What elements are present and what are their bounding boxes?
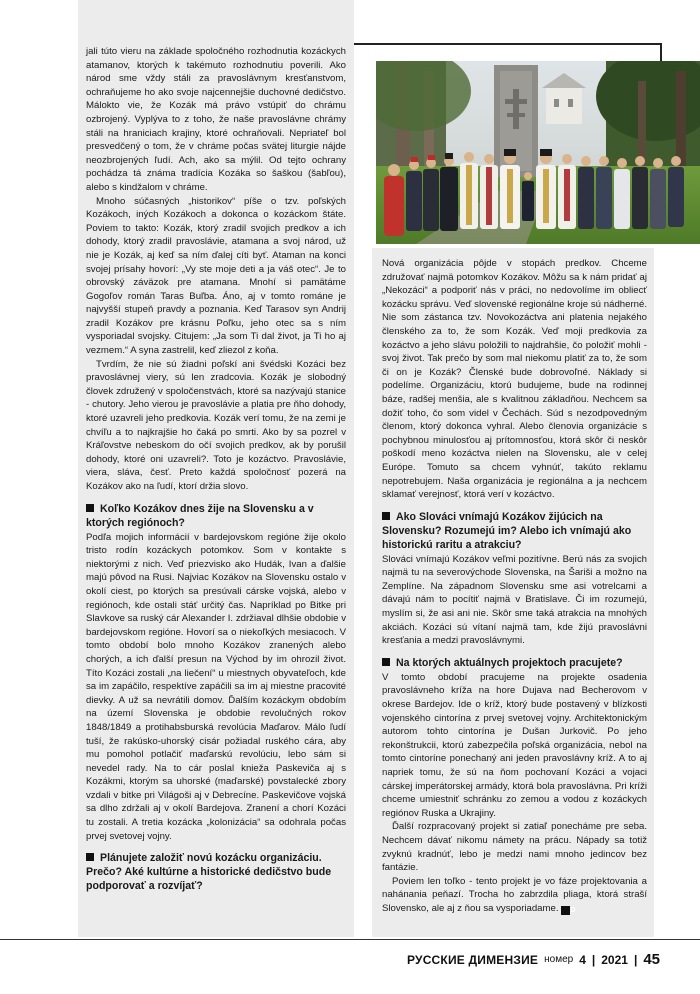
paragraph: Tvrdím, že nie sú žiadni poľskí ani švédski Kozáci bez pravoslávnej viery, sú len zradcovia. Kozák je slobodný človek združený v spoločenstvách, ktoré sa nazývajú stanice - chutory. Jeho vierou je pravoslávie a platia pre ňho dohody, ktoré uzavreli jeho predkovia. Kozák verí tomu, že na zemi je chvíľu a to najkrajšie ho čaká po smrti. Ako by sa pozrel v Kráľovstve nebeskom do očí svojich predkov, ak by porušil dohody, ktoré oni uzavreli?. Toto je kozáctvo. Pravoslávie, viera, sláva, česť. Preto každá spoločnosť pozerá na Kozákov ako na ľudí, ktorí držia slovo.: [86, 358, 346, 492]
answer-paragraph: Nová organizácia pôjde v stopách predkov. Chceme združovať najmä potomkov Kozákov. Môžu sa k nám pridať aj „Nekozáci“ a podporiť nás v práci, no nedovolíme im obliecť kozácku správu. Veď slovenské regionálne kroje sú nádherné. Nie som zástanca tzv. Novokozáctva ani platenia nejakého členského za to, že som Kozák. Veď moji predkovia za kozáctvo a jeho slávu položili to najdrahšie, čo položiť mohli - svoj život. Tak prečo by som mal niekomu platiť za to, že som či on je Kozák? Členské bude dobrovoľné. Náklady si podelíme. Organizáciu, ktorú budujeme, bude na rodinnej báze, radšej menšia, ale s kvalitnou základňou. Nechcem sa dožiť toho, čo som videl v Čechách. Súd s nezodpovedným členom, ktorý dokonca vyhral. Alebo členovia organizácie s pochybnou minulosťou aj prítomnosťou, ktorá skôr či neskôr poškodí meno kozáctva nielen na Slovensku, ale v celej Európe. Tomuto sa chcem vyhnúť, takúto reklamu nepotrebujem. Naša organizácia je regionálna a ja nechcem sklamať verejnosť, ktorá verí v kozáctvo.: [382, 258, 647, 501]
magazine-title: РУССКИЕ ДИМЕНЗИЕ: [406, 953, 539, 967]
square-bullet-icon: [382, 512, 390, 520]
paragraph: Mnoho súčasných „historikov“ píše o tzv. poľských Kozákoch, iných Kozákoch a dokonca o kozáckom štáte. Poviem to takto: Kozák, ktorý zradil svojich predkov a ich dohody, ktorý zradil pravoslávie, atamana a svoj národ, už nie je Kozák, aj keď sa ním ďalej cíti byť. Ataman na konci svojej prísahy hovorí: „Vy ste moje deti a ja váš otec“. Je to obrovský záväzok pre atamana. Mnohí si pamätáme Gogoľov román Taras Buľba. Áno, aj v tomto románe je najvyšší stupeň pravdy a poznania. Keď Tarasov syn Andrij zradil Kozákov pre krásnu Poľku, jeho otec sa s ním vysporiadal svojsky. Citujem: „Ja som Ti dal život, ja Ti ho aj vezmem.“ A syna zastrelil, keď zliezol z koňa.: [86, 195, 346, 357]
square-bullet-icon: [86, 504, 94, 512]
answer-paragraph: V tomto období pracujeme na projekte osadenia pravoslávneho kríža na hore Dujava nad Becherovom v okrese Bardejov. Ide o kríž, ktorý bude postavený v blízkosti vojenského cintorína z prvej svetovej vojny. Architektonickým autorom tohto cintorína je Dušan Jurkovič. Po jeho rekonštrukcii, ktorú zabezpečila poľská organizácia, nebol na tomto cintoríne ponechaný ani jeden pravoslávny kríž. A to aj napriek tomu, že sú na ňom pochovaní Kozáci a vojaci cárskej imperátorskej armády, ktorá bola pravoslávna. Pri kríži chceme umiestniť schránku zo zemou a vodou z kozáckych regiónov Ruska a Ukrajiny.: [382, 671, 647, 819]
question-heading: Plánujete založiť novú kozácku organizáciu. Prečo? Aké kultúrne a historické dedičstvo bude podporovať a rozvíjať?: [86, 852, 332, 893]
square-bullet-icon: [86, 853, 94, 861]
issue-year: 2021: [601, 953, 628, 967]
frame-top-line: [354, 43, 662, 45]
answer-paragraph: Slováci vnímajú Kozákov veľmi pozitívne. Berú nás za svojich najmä tu na severovýchode Slovenska, na Šariši a možno na Zemplíne. Na západnom Slovensku sme asi votrelcami a dávajú nám to pocítiť najmä v Bratislave. Či im rozumejú, myslím si, že asi ani nie. Skôr sme taká atrakcia na mnohých akciách. Kozáci sú vítaní najmä tam, kde žijú pravoslávni kresťania a medzi pravoslávnymi.: [382, 553, 647, 647]
footer-separator: |: [633, 953, 638, 967]
question-heading: Ako Slováci vnímajú Kozákov žijúcich na Slovensku? Rozumejú im? Alebo ich vnímajú ako historickú raritu a atrakciu?: [382, 510, 632, 551]
answer-paragraph: Podľa mojich informácií v bardejovskom regióne žije okolo tristo rodín kozáckych potomkov. Som v kontakte s niektorými z nich. Veď priezvisko ako Hudák, Ivan a ďalšie majú pôvod na Rusi. Najviac Kozákov na Slovensku ostalo v okolí ciest, po ktorých sa presúvali cárske vojská, alebo v regiónoch, kde ostali stáť určitý čas. Napríklad po Bitke pri Slavkove sa ruský cár Alexander I. zdržiaval dlhšie obdobie v bardejovskom regióne. Hovorí sa o niekoľkých mesiacoch. V tomto období bolo mnoho Kozákov zranených alebo chorých, a ich ďalší presun na Východ by im ohrozil život. Títo Kozáci zostali „na liečení“ u miestnych obyvateľoch, kde sa im zapáčilo, respektíve zapáčili sa im aj miestne pracovité dievky. A už sa nevrátili domov. Ďalším kozáckym obdobím na území Slovenska je obdobie revolučných rokov 1848/1849 a protihabsburská revolúcia Maďarov. Málo ľudí tuší, že rakúsko-uhorský cisár požiadal ruského cára, aby mu pomohol potlačiť maďarskú revolúciu, lebo sám si nevedel rady. Na to cár poslal knieža Paskeviča aj s Kozákmi, ktorým sa uhorské (maďarské) povstalecké zbory vzdali v bitke pri Világoši aj v Debrecíne. Paskevičove vojská sa dlho zdržali aj v okolí Bardejova. Zranení a chorí Kozáci tu zostali. A tretia kozácka „kolonizácia“ sa odohrala počas prvej svetovej vojny.: [86, 531, 346, 842]
page-footer: [407, 950, 660, 970]
page-number: 45: [643, 951, 660, 968]
footer-rule: [0, 939, 700, 940]
issue-label: номер: [544, 954, 574, 965]
end-mark-icon: D: [561, 906, 570, 915]
right-text-column: [382, 257, 647, 916]
left-text-column: [86, 45, 346, 894]
square-bullet-icon: [382, 658, 390, 666]
paragraph: jali túto vieru na základe spoločného rozhodnutia kozáckych atamanov, ktorých k takémuto rozhodnutiu poverili. Ako národ sme vždy stáli za pravoslávnym kresťanstvom, ochraňujeme ho ako svoje najcennejšie duchovné dedičstvo. Málokto vie, že Kozák má právo vstúpiť do chrámu ozbrojený. Vyplýva to z toho, že naše pravoslávne chrámy stáli na hraniciach krajiny, ktoré ochraňovali. Nepriateľ bol presvedčený o tom, že v chráme počas svätej liturgie nájde neozbrojených ľudí. Ach, ako sa mýlil. Od tejto ochrany pochádza tá známa tradícia Kozáka so šaškou (šabľou), alebo s kindžalom v chráme.: [86, 46, 346, 193]
question-heading: Na ktorých aktuálnych projektoch pracujete?: [382, 656, 647, 670]
paragraph: Poviem len toľko - tento projekt je vo fáze projektovania a nahánania peňazí. Trocha ho zabrzdila pliaga, ktorá straší Slovensko, ale aj z ňou sa vysporiadame. D: [382, 875, 647, 914]
issue-number: 4: [579, 953, 586, 967]
group-photo: [376, 61, 700, 244]
paragraph: Ďalší rozpracovaný projekt si zatiaľ ponecháme pre seba. Nechcem dávať nikomu námety na prácu. Nápady sa totiž zvyknú kradnúť, lebo je medzi nami mnoho jedincov bez fantázie.: [382, 821, 647, 874]
footer-separator: |: [591, 953, 596, 967]
question-heading: Koľko Kozákov dnes žije na Slovensku a v ktorých regiónoch?: [86, 502, 314, 529]
